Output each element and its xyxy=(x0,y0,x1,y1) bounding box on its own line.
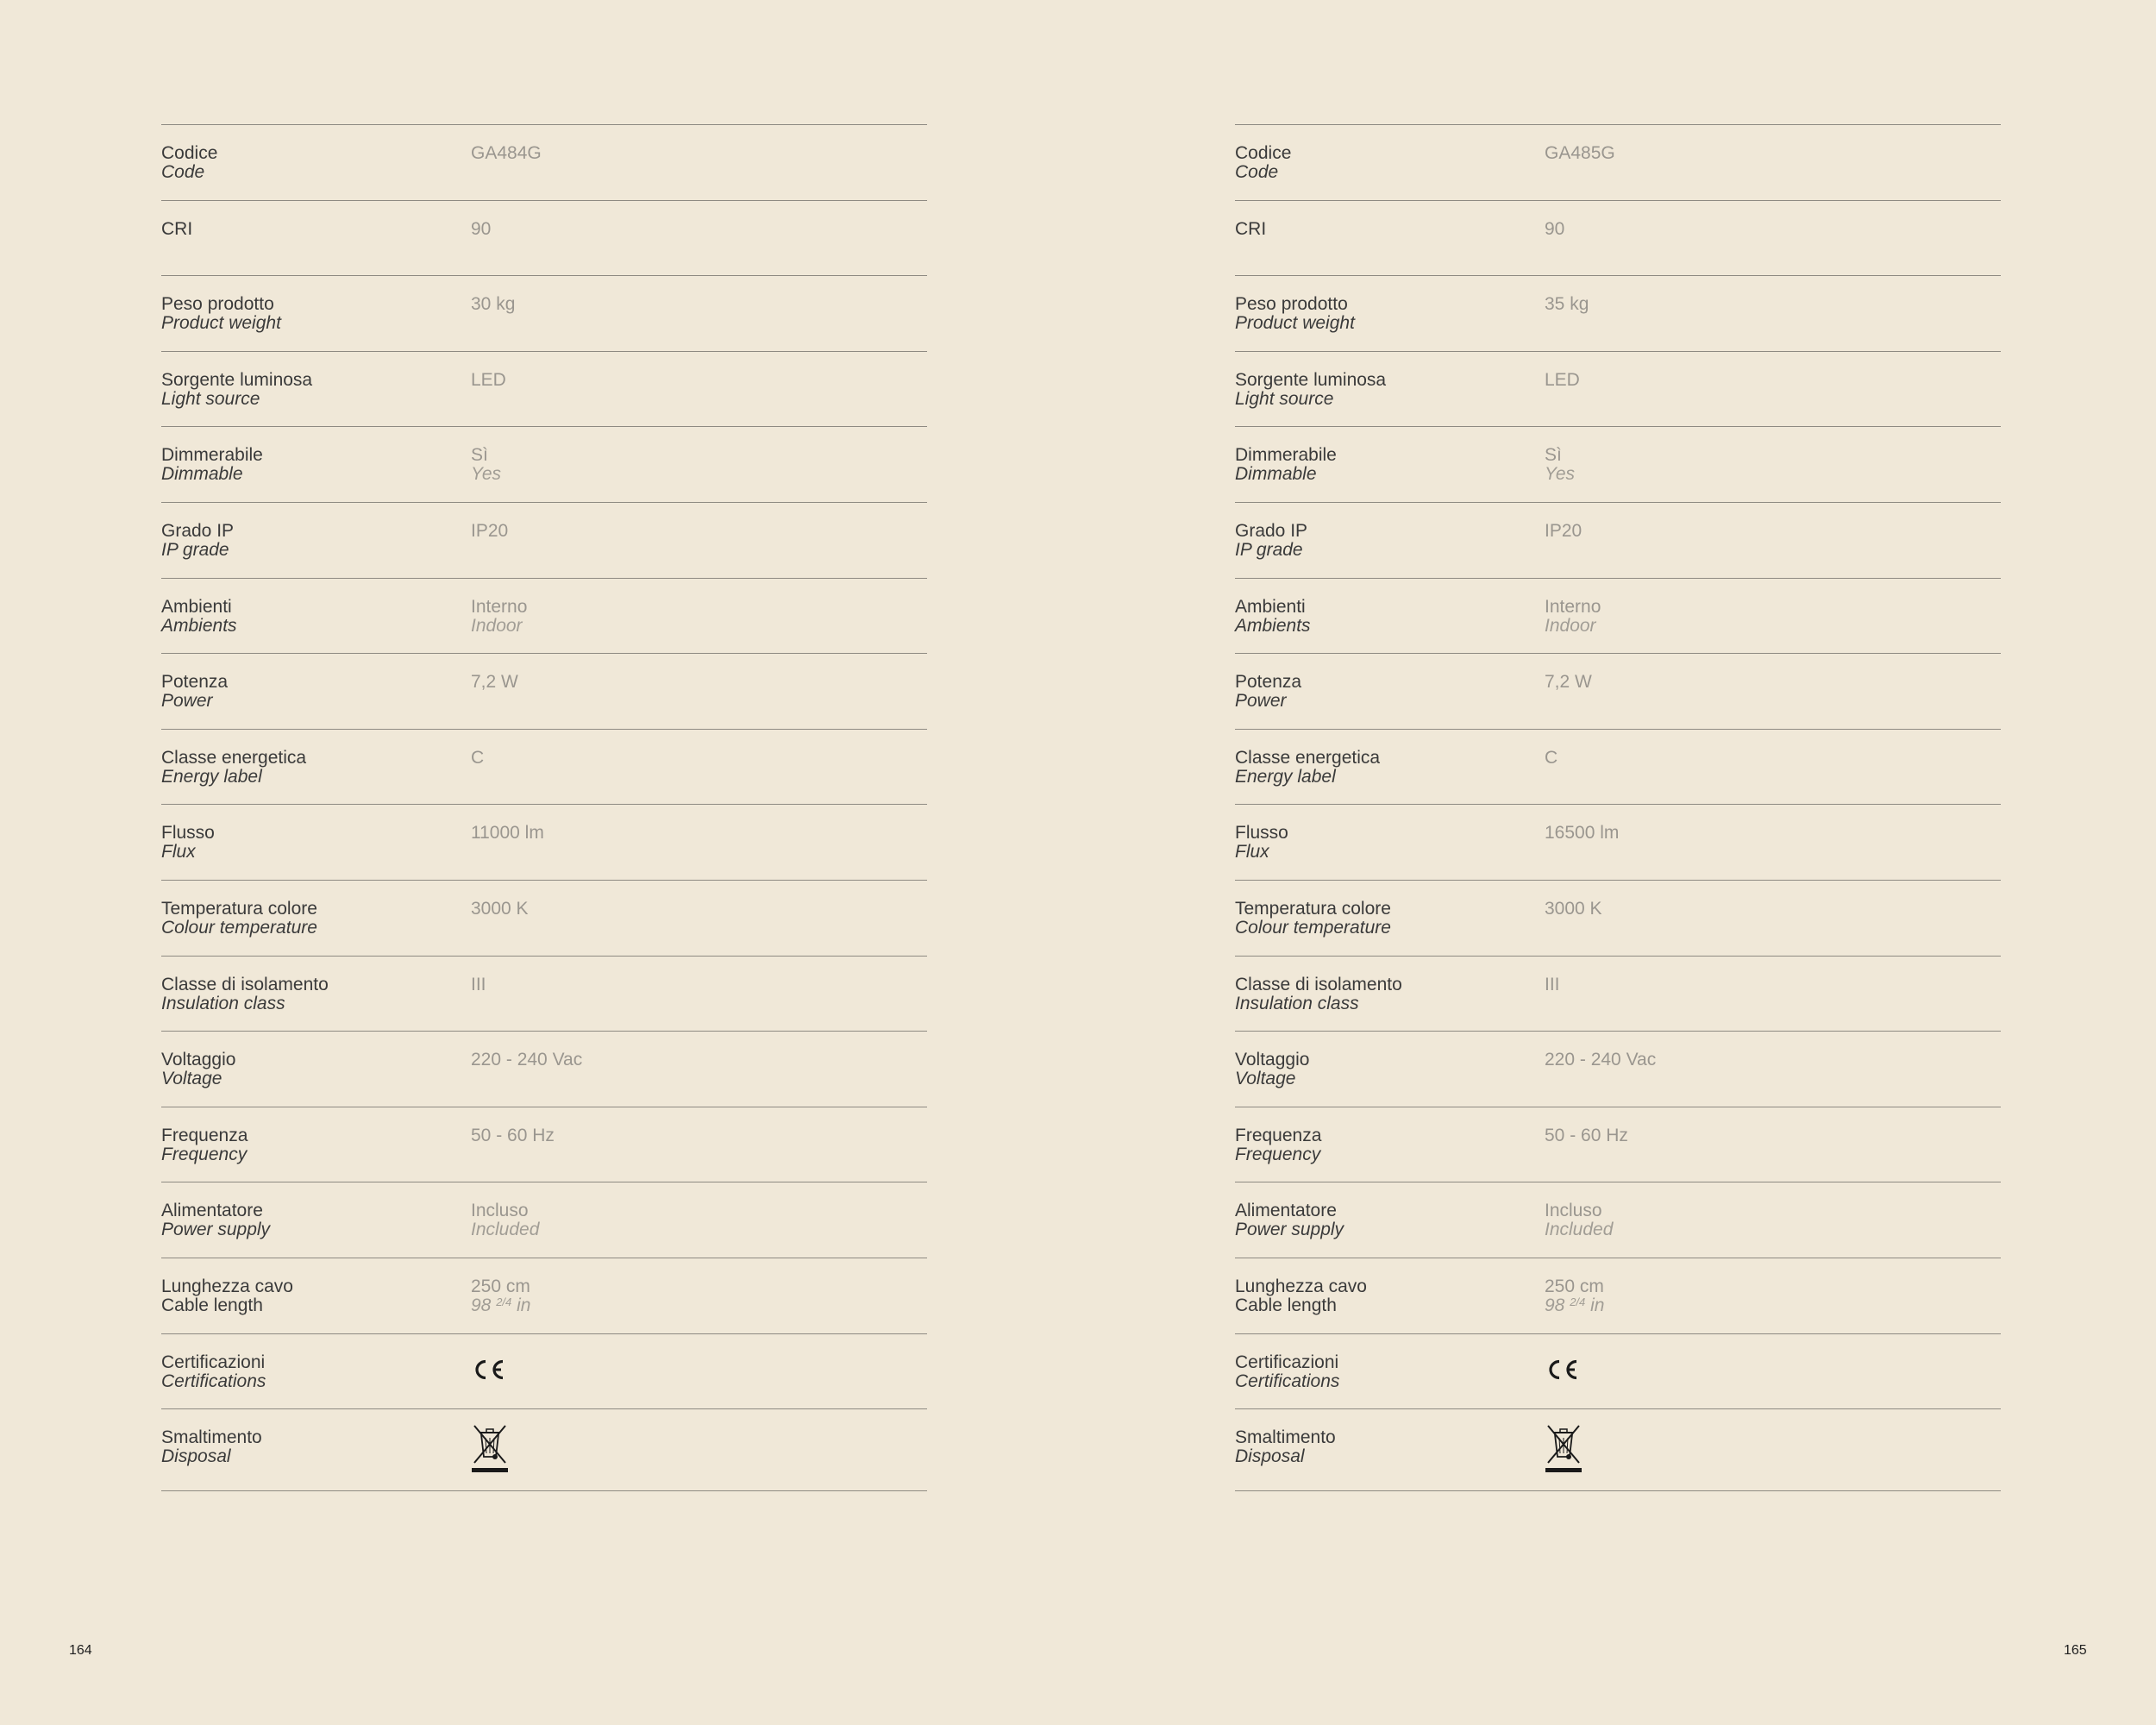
row-value xyxy=(1545,1201,1613,1239)
label-italian: Lunghezza cavo xyxy=(161,1276,293,1296)
label-italian: Classe energetica xyxy=(161,747,307,768)
spec-row-ip-grade xyxy=(161,503,927,579)
spec-row-light-source xyxy=(161,352,927,428)
spec-row-frequency xyxy=(1235,1107,2001,1183)
value-primary: Incluso xyxy=(471,1201,529,1221)
row-label xyxy=(1235,371,1386,409)
row-label xyxy=(1235,1126,1321,1164)
row-value xyxy=(471,900,529,919)
row-value xyxy=(471,371,506,390)
label-italian: Smaltimento xyxy=(1235,1427,1336,1448)
row-value xyxy=(471,975,486,994)
value-primary: C xyxy=(1545,747,1558,768)
ce-mark-icon xyxy=(471,1358,505,1381)
value-primary: 50 - 60 Hz xyxy=(1545,1125,1628,1145)
label-italian: Peso prodotto xyxy=(1235,294,1348,315)
spec-row-dimmable xyxy=(1235,427,2001,503)
label-italian: Grado IP xyxy=(1235,520,1308,541)
label-english: Code xyxy=(161,162,205,182)
value-primary: 220 - 240 Vac xyxy=(471,1050,583,1070)
row-value xyxy=(471,295,515,314)
value-primary: Sì xyxy=(1545,445,1562,466)
value-inches-fraction: 2/4 xyxy=(496,1295,512,1308)
spec-row-energy-label xyxy=(161,730,927,806)
spec-row-power xyxy=(161,654,927,730)
spec-row-code xyxy=(1235,125,2001,201)
label-english: Voltage xyxy=(1235,1069,1296,1089)
label-italian: Flusso xyxy=(1235,823,1288,844)
spec-row-weight xyxy=(1235,276,2001,352)
value-primary: LED xyxy=(471,369,506,390)
label-english: Insulation class xyxy=(1235,993,1359,1013)
value-primary: C xyxy=(471,747,485,768)
spec-row-cable-length xyxy=(161,1258,927,1334)
row-label xyxy=(161,1353,266,1391)
spec-row-disposal xyxy=(1235,1409,2001,1491)
row-value xyxy=(1545,1277,1604,1315)
value-primary: 250 cm xyxy=(1545,1276,1604,1296)
spec-row-insulation-class xyxy=(161,957,927,1032)
row-label xyxy=(1235,295,1355,333)
row-label xyxy=(1235,522,1307,560)
label-italian: Certificazioni xyxy=(1235,1352,1339,1372)
row-value xyxy=(471,598,527,636)
label-english: Power supply xyxy=(161,1220,271,1240)
label-english: IP grade xyxy=(161,539,229,560)
row-value xyxy=(1545,598,1601,636)
row-label xyxy=(161,1201,270,1239)
row-label xyxy=(1235,1353,1339,1391)
label-english: Disposal xyxy=(161,1446,231,1467)
label-italian: Temperatura colore xyxy=(1235,898,1391,919)
value-primary: GA485G xyxy=(1545,143,1615,163)
spec-row-flux xyxy=(1235,805,2001,881)
spec-row-code xyxy=(161,125,927,201)
row-label xyxy=(1235,749,1380,787)
row-label xyxy=(161,522,234,560)
row-value xyxy=(1545,220,1564,239)
row-value xyxy=(1545,1126,1628,1145)
value-primary: 11000 lm xyxy=(471,823,544,844)
label-italian: Temperatura colore xyxy=(161,898,317,919)
label-english: Certifications xyxy=(1235,1371,1340,1391)
row-label xyxy=(161,975,329,1013)
label-english: Cable length xyxy=(161,1295,263,1315)
spec-row-cri xyxy=(161,201,927,277)
value-primary: III xyxy=(471,974,486,994)
spec-row-power-supply xyxy=(1235,1182,2001,1258)
value-primary: 250 cm xyxy=(471,1276,530,1296)
value-primary: 35 kg xyxy=(1545,294,1589,315)
label-italian: Ambienti xyxy=(161,596,232,617)
label-english: Code xyxy=(1235,162,1279,182)
row-label xyxy=(161,144,217,182)
spec-row-flux xyxy=(161,805,927,881)
label-italian: Dimmerabile xyxy=(161,445,263,466)
row-label xyxy=(161,598,237,636)
weee-crossed-bin-icon xyxy=(471,1423,509,1473)
row-label xyxy=(1235,144,1291,182)
row-value xyxy=(1545,1051,1656,1070)
label-english: Ambients xyxy=(1235,615,1311,636)
label-english: Product weight xyxy=(1235,313,1355,334)
spec-row-frequency xyxy=(161,1107,927,1183)
value-primary: 7,2 W xyxy=(471,672,518,693)
row-label xyxy=(1235,1277,1367,1315)
label-italian: Potenza xyxy=(1235,672,1302,693)
value-primary: 30 kg xyxy=(471,294,516,315)
value-english: Yes xyxy=(471,464,502,485)
label-english: Power xyxy=(161,691,213,712)
label-english: Voltage xyxy=(161,1069,222,1089)
value-english: Indoor xyxy=(1545,615,1596,636)
label-italian: Voltaggio xyxy=(1235,1050,1310,1070)
label-english: Light source xyxy=(161,388,260,409)
row-value xyxy=(471,446,501,484)
spec-table-left xyxy=(161,124,927,1491)
label-english: Dimmable xyxy=(1235,464,1317,485)
row-label xyxy=(1235,975,1402,1013)
spec-row-certifications xyxy=(161,1334,927,1410)
value-primary: 16500 lm xyxy=(1545,823,1620,844)
value-primary: 3000 K xyxy=(1545,898,1602,919)
label-english: Flux xyxy=(161,842,196,862)
spec-row-colour-temperature xyxy=(161,881,927,957)
spec-table-right xyxy=(1235,124,2001,1491)
label-italian: Frequenza xyxy=(161,1125,248,1145)
label-italian: Codice xyxy=(161,143,218,163)
spec-row-ip-grade xyxy=(1235,503,2001,579)
spec-row-dimmable xyxy=(161,427,927,503)
row-label xyxy=(1235,900,1391,938)
label-english: Frequency xyxy=(1235,1144,1321,1164)
label-italian: Smaltimento xyxy=(161,1427,262,1448)
label-english: Cable length xyxy=(1235,1295,1337,1315)
row-label xyxy=(161,900,317,938)
label-english: Disposal xyxy=(1235,1446,1305,1467)
value-inches: 98 xyxy=(471,1295,492,1315)
row-label xyxy=(161,295,281,333)
row-label xyxy=(161,749,306,787)
row-value xyxy=(1545,144,1615,163)
spec-row-certifications xyxy=(1235,1334,2001,1410)
label-italian: Peso prodotto xyxy=(161,294,274,315)
row-value xyxy=(1545,295,1589,314)
label-italian: CRI xyxy=(1235,218,1267,239)
value-english xyxy=(1545,1296,1604,1315)
value-primary: 90 xyxy=(471,218,492,239)
label-italian: Flusso xyxy=(161,823,215,844)
label-italian: Alimentatore xyxy=(161,1201,263,1221)
row-label xyxy=(1235,1201,1344,1239)
label-italian: Dimmerabile xyxy=(1235,445,1337,466)
row-value xyxy=(1545,900,1602,919)
row-value xyxy=(471,1201,539,1239)
row-value xyxy=(1545,749,1557,768)
value-primary: LED xyxy=(1545,369,1580,390)
value-inches-unit: in xyxy=(517,1295,531,1315)
label-english: Certifications xyxy=(161,1371,266,1391)
value-primary: 50 - 60 Hz xyxy=(471,1125,555,1145)
label-english: Product weight xyxy=(161,313,281,334)
value-inches: 98 xyxy=(1545,1295,1565,1315)
row-value xyxy=(1545,975,1560,994)
row-value xyxy=(1545,673,1592,692)
label-english: Dimmable xyxy=(161,464,243,485)
row-label xyxy=(1235,1051,1309,1088)
row-label xyxy=(161,371,312,409)
value-primary: 90 xyxy=(1545,218,1565,239)
page-number-right: 165 xyxy=(2064,1643,2087,1658)
value-primary: Incluso xyxy=(1545,1201,1602,1221)
row-label xyxy=(1235,598,1311,636)
label-english: Frequency xyxy=(161,1144,248,1164)
row-label xyxy=(1235,446,1337,484)
label-italian: Grado IP xyxy=(161,520,235,541)
value-primary: IP20 xyxy=(471,520,509,541)
row-label xyxy=(161,1277,293,1315)
row-value xyxy=(1545,371,1580,390)
value-english: Included xyxy=(471,1220,540,1240)
label-english: Energy label xyxy=(1235,766,1336,787)
label-italian: Alimentatore xyxy=(1235,1201,1337,1221)
row-label xyxy=(161,673,228,711)
page-number-left: 164 xyxy=(69,1643,92,1658)
label-english: Energy label xyxy=(161,766,262,787)
row-value xyxy=(1545,522,1582,541)
row-value xyxy=(471,749,484,768)
label-italian: Sorgente luminosa xyxy=(1235,369,1387,390)
row-value xyxy=(471,220,491,239)
label-italian: CRI xyxy=(161,218,193,239)
label-italian: Sorgente luminosa xyxy=(161,369,313,390)
label-english: Colour temperature xyxy=(161,917,317,938)
value-primary: Interno xyxy=(471,596,528,617)
spec-row-light-source xyxy=(1235,352,2001,428)
label-english: Colour temperature xyxy=(1235,917,1391,938)
label-english: Insulation class xyxy=(161,993,285,1013)
row-value xyxy=(1545,446,1575,484)
spec-row-colour-temperature xyxy=(1235,881,2001,957)
spec-row-insulation-class xyxy=(1235,957,2001,1032)
spec-row-voltage xyxy=(1235,1032,2001,1107)
row-value xyxy=(471,1277,530,1315)
label-english: Power xyxy=(1235,691,1287,712)
value-english: Yes xyxy=(1545,464,1576,485)
label-italian: Frequenza xyxy=(1235,1125,1322,1145)
row-label xyxy=(1235,824,1288,862)
row-label xyxy=(161,1051,235,1088)
label-italian: Potenza xyxy=(161,672,229,693)
label-english: Light source xyxy=(1235,388,1334,409)
value-inches-unit: in xyxy=(1590,1295,1605,1315)
label-italian: Classe energetica xyxy=(1235,747,1381,768)
value-english: Indoor xyxy=(471,615,523,636)
label-italian: Certificazioni xyxy=(161,1352,266,1372)
spec-row-cri xyxy=(1235,201,2001,277)
row-label xyxy=(161,446,263,484)
label-english: IP grade xyxy=(1235,539,1303,560)
row-label xyxy=(1235,220,1266,239)
weee-crossed-bin-icon xyxy=(1545,1423,1583,1473)
ce-mark-icon xyxy=(1545,1358,1579,1381)
label-english: Flux xyxy=(1235,842,1269,862)
row-value xyxy=(471,1126,555,1145)
value-primary: III xyxy=(1545,974,1560,994)
spec-row-ambients xyxy=(161,579,927,655)
spec-row-power-supply xyxy=(161,1182,927,1258)
row-value xyxy=(471,673,518,692)
row-label xyxy=(1235,1428,1336,1466)
row-label xyxy=(161,824,215,862)
label-italian: Codice xyxy=(1235,143,1292,163)
row-label xyxy=(1235,673,1301,711)
label-english: Power supply xyxy=(1235,1220,1344,1240)
spec-row-voltage xyxy=(161,1032,927,1107)
row-value xyxy=(471,144,542,163)
spec-row-power xyxy=(1235,654,2001,730)
row-value xyxy=(471,824,544,843)
value-primary: 3000 K xyxy=(471,898,529,919)
value-primary: 220 - 240 Vac xyxy=(1545,1050,1657,1070)
spec-row-disposal xyxy=(161,1409,927,1491)
spec-row-cable-length xyxy=(1235,1258,2001,1334)
value-inches-fraction: 2/4 xyxy=(1570,1295,1586,1308)
row-value xyxy=(1545,824,1619,843)
label-italian: Classe di isolamento xyxy=(1235,974,1402,994)
value-primary: Interno xyxy=(1545,596,1601,617)
spec-row-energy-label xyxy=(1235,730,2001,806)
value-english xyxy=(471,1296,530,1315)
spec-row-ambients xyxy=(1235,579,2001,655)
label-italian: Classe di isolamento xyxy=(161,974,329,994)
label-italian: Voltaggio xyxy=(161,1050,236,1070)
value-primary: GA484G xyxy=(471,143,542,163)
spec-row-weight xyxy=(161,276,927,352)
row-label xyxy=(161,1428,262,1466)
label-italian: Ambienti xyxy=(1235,596,1306,617)
value-primary: Sì xyxy=(471,445,488,466)
row-value xyxy=(471,522,508,541)
row-label xyxy=(161,1126,248,1164)
row-value xyxy=(471,1051,582,1070)
value-primary: 7,2 W xyxy=(1545,672,1592,693)
value-english: Included xyxy=(1545,1220,1614,1240)
label-english: Ambients xyxy=(161,615,237,636)
row-label xyxy=(161,220,192,239)
label-italian: Lunghezza cavo xyxy=(1235,1276,1367,1296)
value-primary: IP20 xyxy=(1545,520,1583,541)
